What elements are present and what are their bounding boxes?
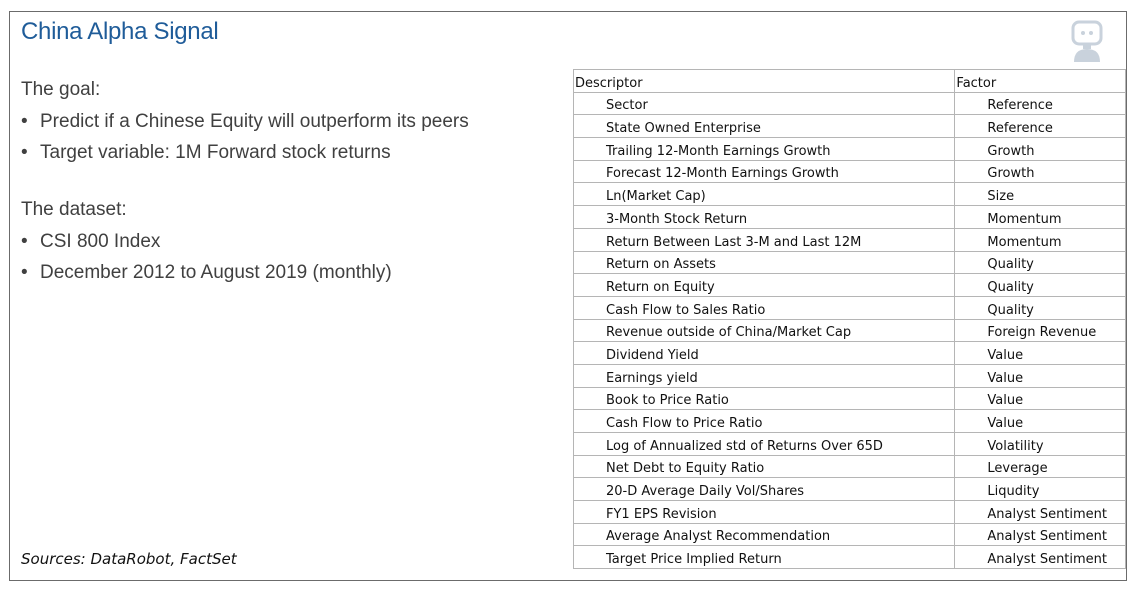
dataset-heading: The dataset: xyxy=(21,199,127,220)
table-row xyxy=(574,546,1126,569)
descriptor-cell: Trailing 12-Month Earnings Growth xyxy=(574,138,955,161)
table-row xyxy=(574,342,1126,365)
descriptor-cell: Average Analyst Recommendation xyxy=(574,523,955,546)
factor-cell: Reference xyxy=(955,92,1126,115)
table-row xyxy=(574,206,1126,229)
table-row xyxy=(574,92,1126,115)
descriptor-cell: Cash Flow to Price Ratio xyxy=(574,410,955,433)
table-row xyxy=(574,433,1126,456)
descriptor-cell: 3-Month Stock Return xyxy=(574,206,955,229)
descriptor-cell: Book to Price Ratio xyxy=(574,387,955,410)
factor-cell: Quality xyxy=(955,274,1126,297)
descriptor-cell: Return on Equity xyxy=(574,274,955,297)
descriptor-cell: Sector xyxy=(574,92,955,115)
descriptor-cell: Net Debt to Equity Ratio xyxy=(574,455,955,478)
slide xyxy=(9,11,1127,581)
factor-cell: Volatility xyxy=(955,433,1126,456)
table-row xyxy=(574,523,1126,546)
descriptor-cell: Ln(Market Cap) xyxy=(574,183,955,206)
factor-cell: Value xyxy=(955,364,1126,387)
factor-cell: Reference xyxy=(955,115,1126,138)
factor-cell: Analyst Sentiment xyxy=(955,523,1126,546)
descriptor-cell: FY1 EPS Revision xyxy=(574,501,955,524)
descriptor-cell: Return Between Last 3-M and Last 12M xyxy=(574,228,955,251)
goal-heading: The goal: xyxy=(21,79,101,100)
bullet-icon: • xyxy=(21,111,28,132)
table-row xyxy=(574,364,1126,387)
factor-cell: Liqudity xyxy=(955,478,1126,501)
factor-cell: Momentum xyxy=(955,206,1126,229)
source-note: Sources: DataRobot, FactSet xyxy=(21,550,237,568)
descriptor-cell: Return on Assets xyxy=(574,251,955,274)
table-row xyxy=(574,410,1126,433)
table-row xyxy=(574,387,1126,410)
table-row xyxy=(574,183,1126,206)
table-row xyxy=(574,501,1126,524)
goal-bullet-text: Predict if a Chinese Equity will outperform its peers xyxy=(40,111,469,132)
table-row xyxy=(574,478,1126,501)
column-header-factor: Factor xyxy=(955,70,1126,93)
robot-icon xyxy=(1070,19,1104,63)
factor-cell: Quality xyxy=(955,251,1126,274)
descriptor-cell: Target Price Implied Return xyxy=(574,546,955,569)
factor-cell: Value xyxy=(955,387,1126,410)
factor-cell: Quality xyxy=(955,296,1126,319)
factor-cell: Size xyxy=(955,183,1126,206)
factor-cell: Momentum xyxy=(955,228,1126,251)
descriptor-cell: 20-D Average Daily Vol/Shares xyxy=(574,478,955,501)
bullet-icon: • xyxy=(21,142,28,163)
table-row xyxy=(574,251,1126,274)
table-row xyxy=(574,455,1126,478)
factor-cell: Analyst Sentiment xyxy=(955,501,1126,524)
table-row xyxy=(574,115,1126,138)
descriptor-cell: Earnings yield xyxy=(574,364,955,387)
factor-cell: Foreign Revenue xyxy=(955,319,1126,342)
descriptor-cell: Forecast 12-Month Earnings Growth xyxy=(574,160,955,183)
factor-cell: Leverage xyxy=(955,455,1126,478)
descriptor-factor-table xyxy=(573,69,1126,569)
table-row xyxy=(574,138,1126,161)
factor-cell: Growth xyxy=(955,138,1126,161)
list-item xyxy=(21,230,561,254)
column-header-descriptor: Descriptor xyxy=(574,70,955,93)
table-row xyxy=(574,296,1126,319)
goal-bullet-text: Target variable: 1M Forward stock returns xyxy=(40,142,391,163)
bullet-icon: • xyxy=(21,262,28,283)
goal-list xyxy=(21,110,561,165)
table-row xyxy=(574,160,1126,183)
descriptor-cell: Log of Annualized std of Returns Over 65D xyxy=(574,433,955,456)
factor-cell: Value xyxy=(955,410,1126,433)
content-left xyxy=(21,78,561,292)
descriptor-cell: Cash Flow to Sales Ratio xyxy=(574,296,955,319)
dataset-bullet-text: December 2012 to August 2019 (monthly) xyxy=(40,262,392,283)
list-item xyxy=(21,261,561,285)
dataset-list xyxy=(21,230,561,285)
descriptor-cell: Dividend Yield xyxy=(574,342,955,365)
table-header-row xyxy=(574,70,1126,93)
table-row xyxy=(574,274,1126,297)
factor-cell: Analyst Sentiment xyxy=(955,546,1126,569)
slide-title: China Alpha Signal xyxy=(21,18,219,45)
bullet-icon: • xyxy=(21,231,28,252)
factor-cell: Value xyxy=(955,342,1126,365)
descriptor-cell: Revenue outside of China/Market Cap xyxy=(574,319,955,342)
table-row xyxy=(574,228,1126,251)
dataset-bullet-text: CSI 800 Index xyxy=(40,231,161,252)
list-item xyxy=(21,110,561,134)
list-item xyxy=(21,141,561,165)
factor-cell: Growth xyxy=(955,160,1126,183)
descriptor-cell: State Owned Enterprise xyxy=(574,115,955,138)
table-row xyxy=(574,319,1126,342)
